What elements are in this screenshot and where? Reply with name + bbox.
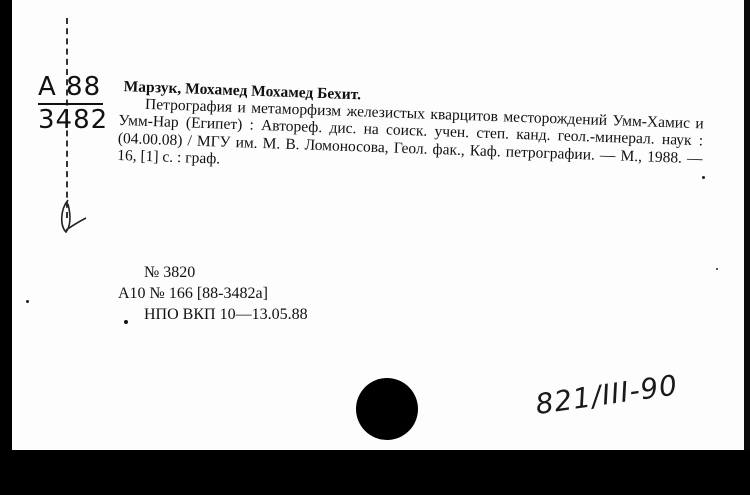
number-line: № 3820 — [144, 264, 196, 281]
shelf-mark-line1: А 88 — [38, 72, 103, 105]
scan-speck — [702, 176, 705, 179]
handwritten-initial-signature — [52, 196, 92, 236]
record-author: Марзук, Мохамед Мохамед Бехит. — [123, 78, 362, 104]
record-body: Петрография и метаморфизм железистых кварцитов месторождений Умм-Хамис и Умм-Нар (Египет) : Автореф. дис. на соиск. учен. степ. канд. геол.-минерал. наук : (04.00.08) / МГУ им. М. В. Ломоносова, Геол. фак., Каф. петрографии. — М., 1988. — 16, [1] с. : граф. — [117, 96, 705, 168]
a10-line: А10 № 166 [88-3482а] — [118, 285, 268, 302]
scan-speck — [26, 300, 29, 303]
npo-line: НПО ВКП 10—13.05.88 — [144, 306, 308, 323]
shelf-mark — [38, 72, 108, 136]
punch-hole — [356, 378, 418, 440]
handwritten-inventory-number: 821/III-90 — [533, 368, 680, 421]
scan-border — [0, 450, 750, 495]
ink-dot — [124, 320, 128, 324]
shelf-mark-line2: 3482 — [38, 105, 109, 135]
scan-speck — [716, 268, 718, 270]
registration-numbers — [118, 262, 308, 325]
card-edge-shadow — [744, 0, 750, 495]
